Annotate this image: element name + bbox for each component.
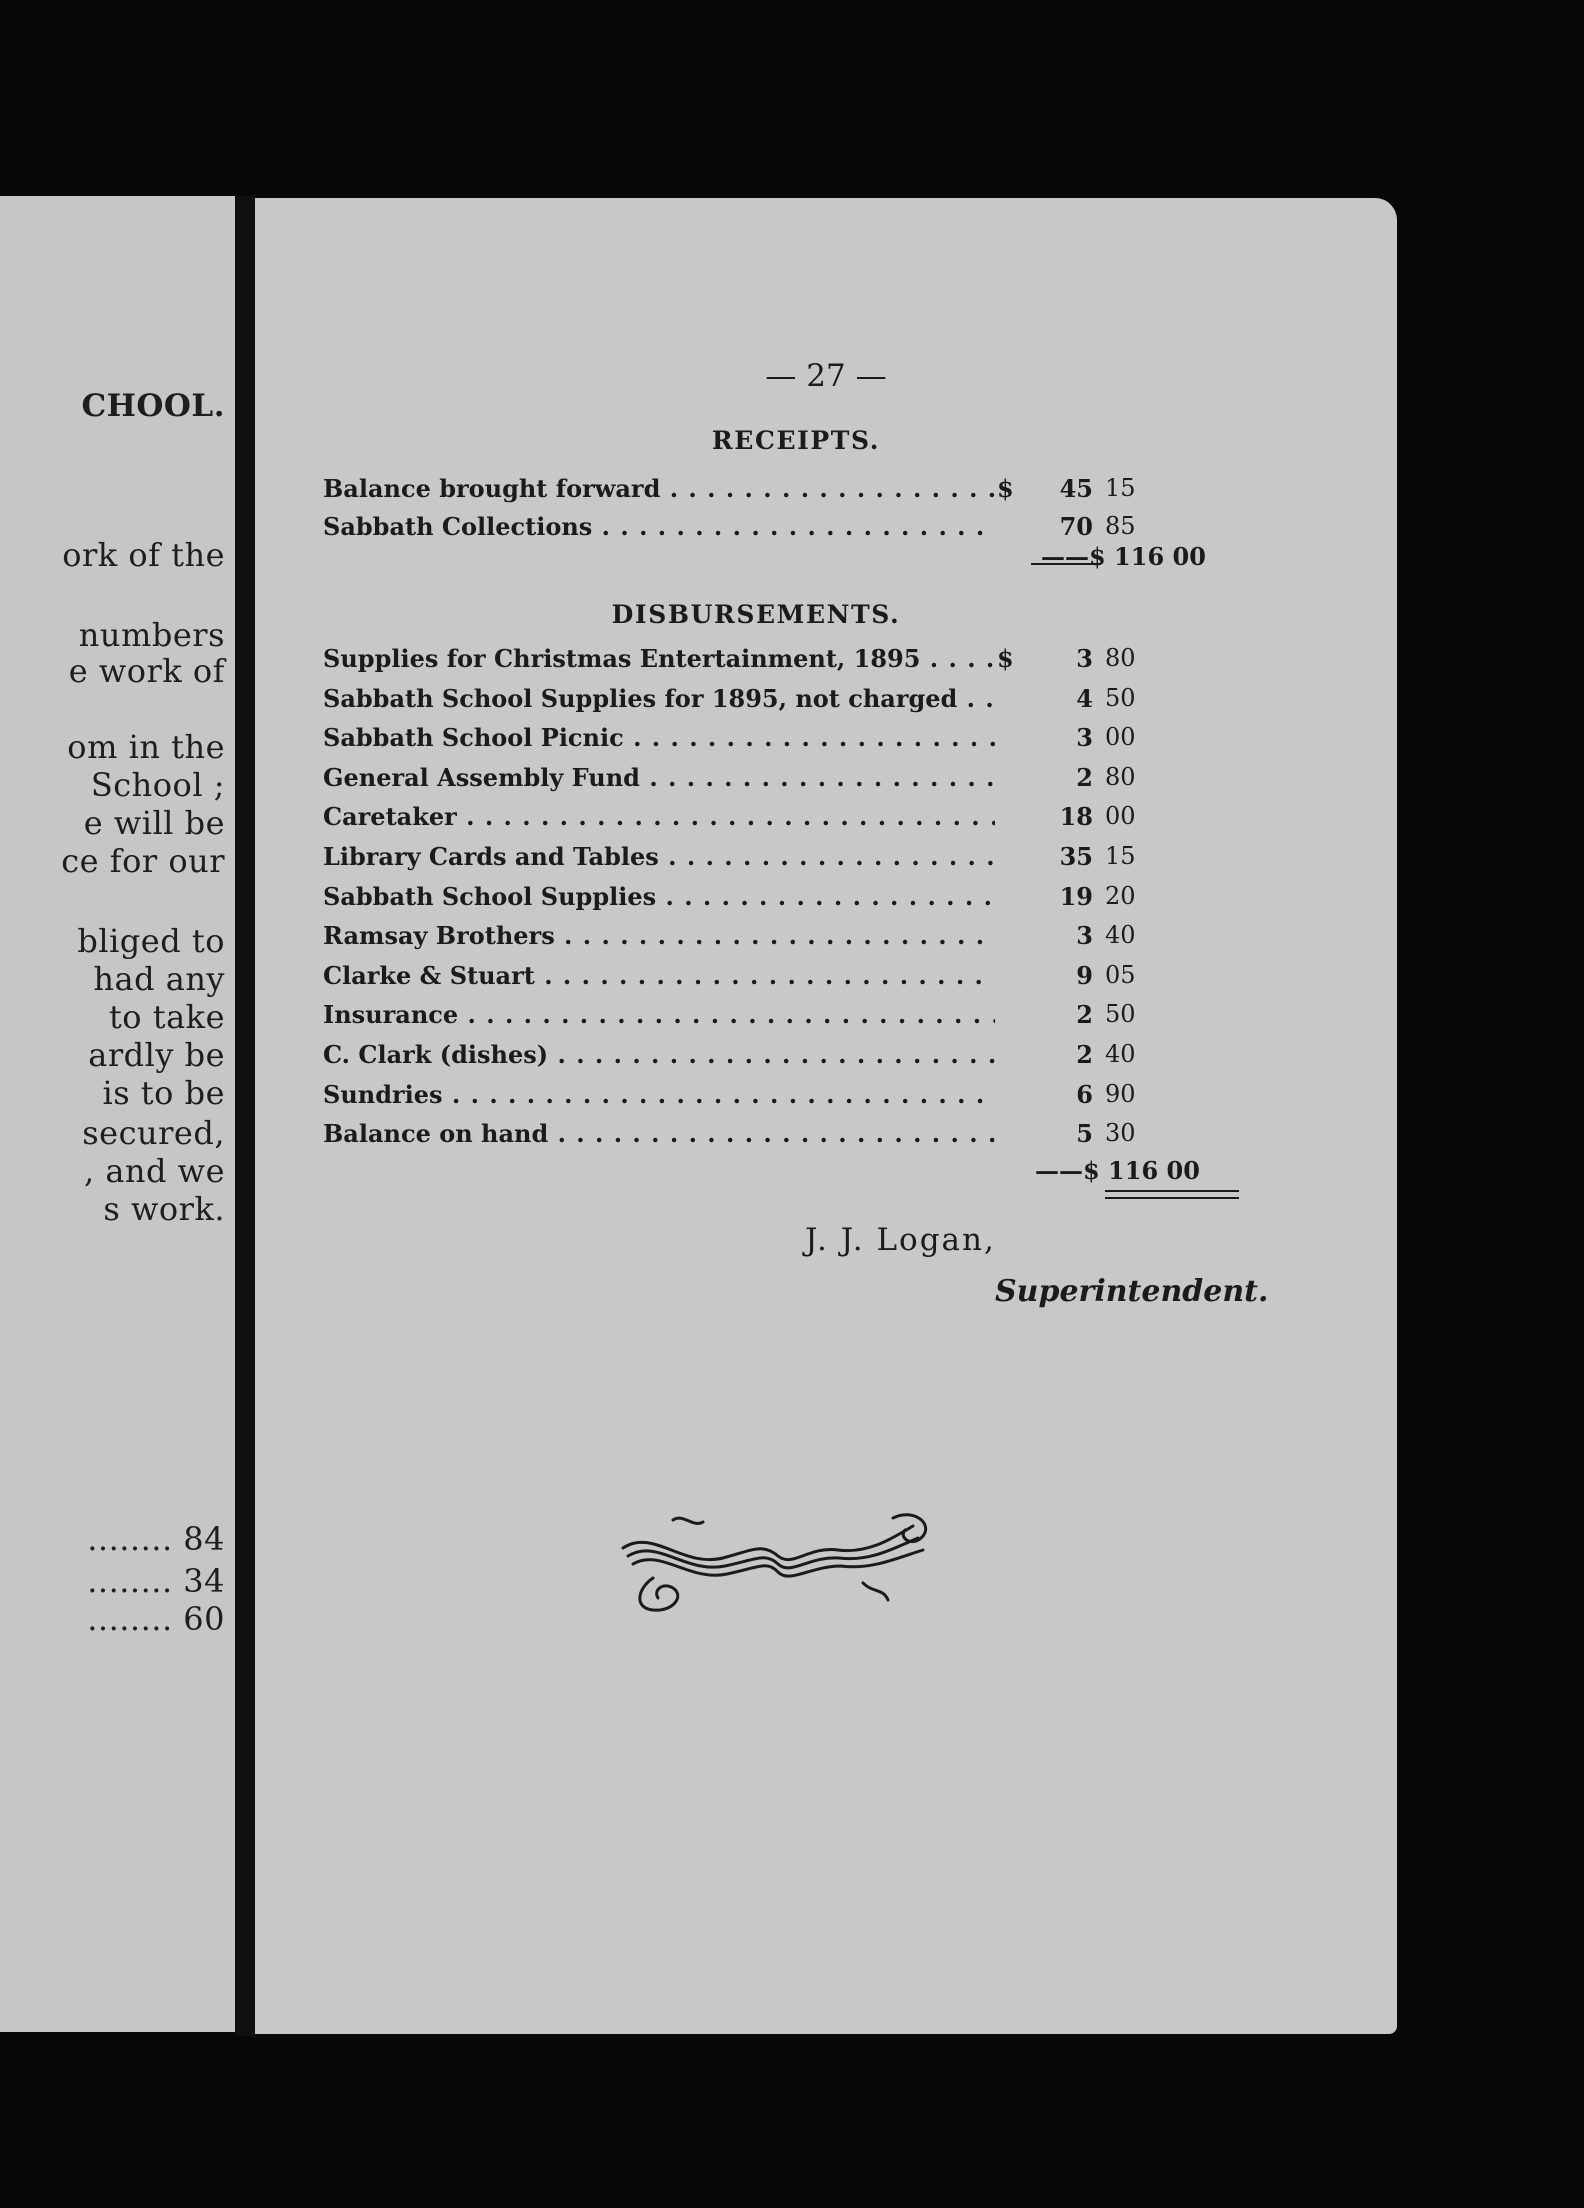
- row-label: Library Cards and Tables . . .: [323, 842, 995, 871]
- row-label: Balance on hand . . .: [323, 1119, 995, 1148]
- left-page-fragment: [0, 196, 235, 2032]
- row-label: Balance brought forward . . .: [323, 474, 995, 503]
- disbursements-row: [323, 684, 1253, 724]
- disbursements-row: [323, 1040, 1253, 1080]
- row-cents: 80: [1105, 644, 1136, 672]
- row-cents: 15: [1105, 474, 1136, 502]
- signature-title: Superintendent.: [995, 1274, 1269, 1309]
- row-label: Supplies for Christmas Entertainment, 1895 . . .: [323, 644, 995, 673]
- left-page-line: e work of: [68, 652, 225, 690]
- disbursements-row: [323, 1119, 1253, 1159]
- left-page-line: , and we: [83, 1152, 225, 1190]
- left-page-line: is to be: [102, 1074, 225, 1112]
- book-spine: [235, 196, 255, 2036]
- left-page-line: CHOOL.: [81, 388, 225, 424]
- disbursements-row: [323, 644, 1253, 684]
- left-page-line: om in the: [67, 728, 225, 766]
- page-27: [255, 198, 1397, 2034]
- dollar-sign: $: [997, 644, 1014, 673]
- left-page-line: numbers: [78, 616, 225, 654]
- row-cents: 00: [1105, 723, 1136, 752]
- row-amount: 3: [1076, 921, 1093, 951]
- row-cents: 40: [1105, 921, 1136, 950]
- row-cents: 80: [1105, 762, 1136, 791]
- row-label: C. Clark (dishes) . . .: [323, 1040, 995, 1069]
- row-cents: 85: [1105, 512, 1136, 540]
- ornament-flourish-icon: [613, 1508, 943, 1618]
- left-page-line: had any: [93, 960, 225, 998]
- row-label: Sabbath School Supplies for 1895, not charged . . .: [323, 684, 995, 713]
- row-amount: 45: [1059, 474, 1093, 503]
- row-label: Ramsay Brothers . . .: [323, 921, 995, 950]
- disbursements-row: [323, 842, 1253, 882]
- disbursements-row: [323, 802, 1253, 842]
- row-cents: 40: [1105, 1040, 1136, 1068]
- double-rule-top: [1105, 1190, 1239, 1192]
- left-page-line: ........ 60: [87, 1600, 225, 1638]
- receipts-total: ——$ 116 00: [1041, 542, 1206, 571]
- row-label: General Assembly Fund . . .: [323, 763, 995, 792]
- row-cents: 20: [1105, 881, 1136, 910]
- left-page-line: bliged to: [77, 922, 225, 960]
- disbursements-row: [323, 921, 1253, 961]
- row-cents: 00: [1105, 802, 1136, 831]
- row-amount: 2: [1076, 762, 1093, 792]
- row-amount: 70: [1059, 512, 1093, 541]
- row-label: Sabbath School Supplies . . .: [323, 882, 995, 911]
- disbursements-row: [323, 1000, 1253, 1040]
- left-page-line: e will be: [83, 804, 225, 842]
- row-cents: 50: [1105, 683, 1136, 712]
- row-amount: 2: [1076, 1040, 1093, 1069]
- left-page-line: ........ 34: [87, 1562, 225, 1600]
- disbursements-row: [323, 1080, 1253, 1120]
- double-rule-bottom: [1105, 1197, 1239, 1199]
- page-number: — 27 —: [765, 358, 887, 394]
- row-cents: 30: [1105, 1119, 1136, 1148]
- receipts-row: [323, 474, 1253, 514]
- disbursements-row: [323, 882, 1253, 922]
- disbursements-row: [323, 763, 1253, 803]
- row-amount: 9: [1076, 960, 1093, 990]
- row-amount: 19: [1059, 881, 1093, 911]
- disbursements-row: [323, 723, 1253, 763]
- disbursements-total: ——$ 116 00: [1035, 1156, 1200, 1185]
- row-label: Sundries . . .: [323, 1080, 995, 1109]
- row-amount: 4: [1076, 683, 1093, 713]
- row-amount: 35: [1059, 842, 1093, 871]
- disbursements-heading: DISBURSEMENTS.: [611, 600, 901, 629]
- row-amount: 18: [1059, 802, 1093, 832]
- row-label: Clarke & Stuart . . .: [323, 961, 995, 990]
- left-page-line: to take: [108, 998, 225, 1036]
- signature-name: J. J. Logan,: [805, 1222, 996, 1258]
- row-label: Caretaker . . .: [323, 802, 995, 831]
- receipts-heading: RECEIPTS.: [711, 426, 881, 455]
- left-page-line: secured,: [82, 1114, 225, 1152]
- left-page-line: ce for our: [61, 842, 225, 880]
- row-cents: 15: [1105, 842, 1136, 870]
- row-amount: 3: [1076, 644, 1093, 673]
- row-amount: 2: [1076, 1000, 1093, 1030]
- left-page-line: ardly be: [88, 1036, 225, 1074]
- row-amount: 5: [1076, 1119, 1093, 1149]
- row-cents: 05: [1105, 960, 1136, 989]
- row-label: Insurance . . .: [323, 1000, 995, 1029]
- row-amount: 6: [1076, 1079, 1093, 1109]
- row-cents: 90: [1105, 1079, 1136, 1108]
- left-page-line: ork of the: [62, 536, 225, 574]
- dollar-sign: $: [997, 474, 1014, 503]
- disbursements-row: [323, 961, 1253, 1001]
- row-amount: 3: [1076, 723, 1093, 753]
- left-page-line: School ;: [90, 766, 225, 804]
- row-label: Sabbath Collections . . .: [323, 512, 995, 541]
- left-page-line: ........ 84: [87, 1520, 225, 1558]
- row-label: Sabbath School Picnic . . .: [323, 723, 995, 752]
- left-page-line: s work.: [103, 1190, 225, 1228]
- row-cents: 50: [1105, 1000, 1136, 1029]
